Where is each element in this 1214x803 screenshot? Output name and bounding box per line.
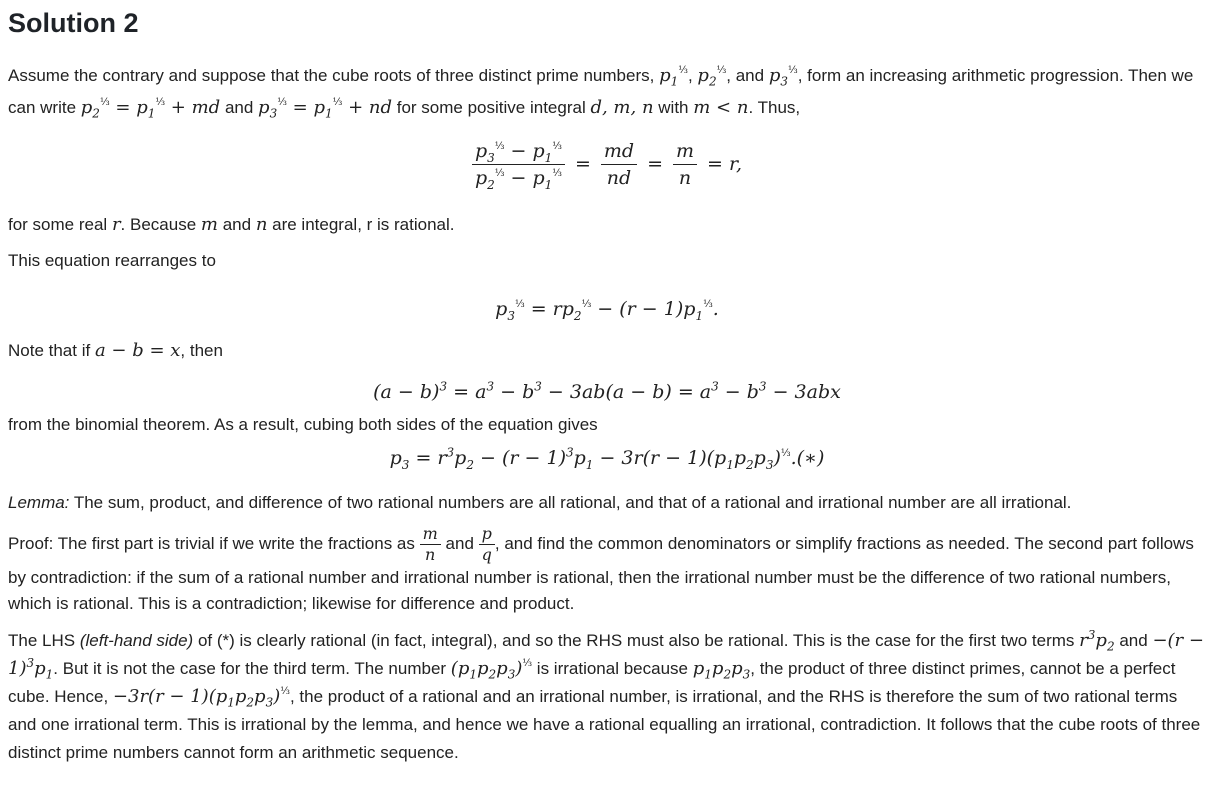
paragraph-binomial: from the binomial theorem. As a result, cubing both sides of the equation gives xyxy=(8,415,598,434)
math-dmn: d, m, n xyxy=(590,97,654,118)
document-page xyxy=(0,4,1214,767)
display-equation-binomial: $(a - b)^3 = a^3 - b^3 - 3ab(a - b) = a^3 - b^3 - 3abx$ xyxy=(373,379,841,403)
paragraph-rearranges: This equation rearranges to xyxy=(8,251,216,270)
math-eq-p3: $p_3^{\frac{1}{3}} = p_1^{\frac{1}{3}}$ + nd xyxy=(258,97,393,121)
display-equation-ratio: $\frac{p_3^{\frac{1}{3}} - p_1^{\frac{1}{3}}}{p_2^{\frac{1}{3}} - p_1^{\frac{1}{3}}}$ = $\frac{md}{nd}$ = $\frac{m}{n}$ = r, xyxy=(8,126,1206,202)
lemma-paragraph: Lemma: The sum, product, and difference of two rational numbers are all rational, and that of a rational and irrational number are all irrational. xyxy=(8,493,1072,512)
math-eq-p2: $p_2^{\frac{1}{3}} = p_1^{\frac{1}{3}}$ + md xyxy=(80,97,221,121)
math-m-lt-n: m < n xyxy=(693,97,749,118)
intro-paragraph: Assume the contrary and suppose that the cube roots of three distinct prime numbers, $p_1^{\frac{1}{3}}$, $p_2^{\frac{1}{3}}$, and $p_3^{\frac{1}{3}}$, form an increasing arithmetic progression. Then we can write $p_2^{\frac{1}{3}} = p_1^{\frac{1}{3}}$ + md and $p_3^{\frac{1}{3}} = p_1^{\frac{1}{3}}$ + nd for some positive integral d, m, n with m < n. Thus, xyxy=(8,65,1194,121)
math-p1: $p_1^{\frac{1}{3}}$ xyxy=(659,65,688,89)
display-equation-cubed: $p_3 = r^3p_2 - (r - 1)^3p_1 - 3r(r$ − $1)(p_1p_2p_3)^{\frac{1}{3}}.(∗)$ xyxy=(389,445,825,472)
math-p2: $p_2^{\frac{1}{3}}$ xyxy=(697,65,727,89)
final-paragraph: The LHS (left-hand side) of (*) is clearly rational (in fact, integral), and so the RHS must also be rational. This is the case for the first two terms $r^3p_2$ and $-(r - 1)^3p_1$. But it is not the case for the third term. The number $(p_1p_2p_3)^{\frac{1}{3}}$ is irrational because $p_1p_2p_3$, the product of three distinct primes, cannot be a perfect cube. Hence, $-3r(r - 1)(p_1p_2p_3)^{\frac{1}{3}}$, the product of a rational and an irrational number, is irrational, and the RHS is therefore the sum of two rational terms and one irrational term. This is irrational by the lemma, and hence we have a rational equalling an irrational, contradiction. It follows that the cube roots of three distinct prime numbers cannot form an arithmetic sequence. xyxy=(8,628,1204,762)
lemma-label: Lemma: xyxy=(8,493,70,512)
proof-paragraph: Proof: The first part is trivial if we write the fractions as $\frac{m}{n}$ and $\frac{p}{q}$ , and find the common denominators or simplify fractions as needed. The second part follows by contradiction: if the sum of a rational number and irrational number is rational, then the irrational number must be the difference of two rational numbers, which is rational. This is a contradiction; likewise for difference and product. xyxy=(8,524,1194,613)
math-p3: $p_3^{\frac{1}{3}}$ xyxy=(768,65,798,89)
display-equation-rearranged: $p_3^{\frac{1}{3}} = rp_2^{\frac{1}{3}} - (r - 1)p_1^{\frac{1}{3}}$. xyxy=(495,298,719,323)
ratio-tail: = r, xyxy=(707,153,743,175)
paragraph-note: Note that if a − b = x, then xyxy=(8,340,223,361)
paragraph-real-r: for some real r. Because m and n are integral, r is rational. xyxy=(8,214,455,235)
section-heading: Solution 2 xyxy=(8,8,139,38)
